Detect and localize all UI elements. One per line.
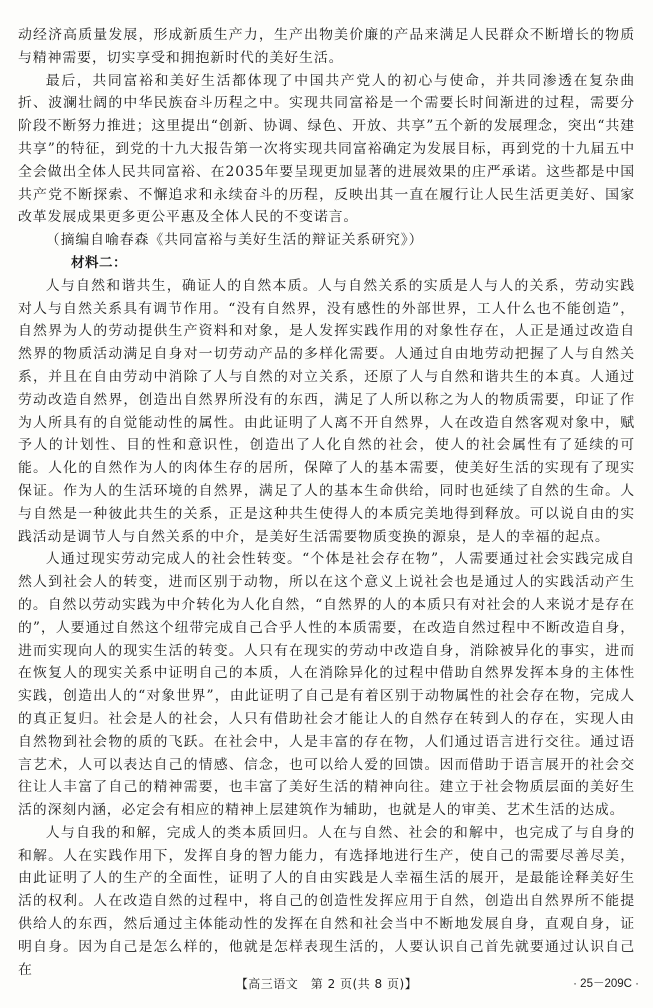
footer-page-info: 【高三语文 第 2 页(共 8 页)】 bbox=[235, 977, 418, 991]
paragraph-common-prosperity: 最后，共同富裕和美好生活都体现了中国共产党人的初心与使命，并共同渗透在复杂曲折、波澜壮阔的中华民族奋斗历程之中。实现共同富裕是一个需要长时间渐进的过程，需要分阶段不断努力推进；这里提出“创新、协调、绿色、开放、共享”五个新的发展理念，突出“共建共享”的特征，到党的十九大报告第一次将实现共同富裕确定为发展目标，再到党的十九届五中全会做出全体人民共同富裕、在2035年要呈现更加显著的进展效果的庄严承诺。这些都是中国共产党不断探索、不懈追求和永续奋斗的历程，反映出其一直在履行让人民生活更美好、国家改革发展成果更多更公平惠及全体人民的不变诺言。 bbox=[18, 72, 635, 226]
page-content bbox=[18, 24, 635, 981]
footer-exam-code: · 25－209C · bbox=[573, 978, 639, 990]
paragraph-society: 人通过现实劳动完成人的社会性转变。“个体是社会存在物”，人需要通过社会实践完成自然人到社会人的转变，进而区别于动物，所以在这个意义上说社会也是通过人的实践活动产生的。自然以劳动实践为中介转化为人化自然，“自然界的人的本质只有对社会的人来说才是存在的”，人要通过自然这个纽带完成自己合乎人性的本质需要，在改造自然过程中不断改造自身，进而实现向人的现实生活的转变。人只有在现实的劳动中改造自身，消除被异化的事实，进而在恢复人的现实关系中证明自己的本质，人在消除异化的过程中借助自然界发挥本身的主体性实践，创造出人的“对象世界”，由此证明了自己是有着区别于动物属性的社会存在物，完成人的真正复归。社会是人的社会，人只有借助社会才能让人的自然存在转到人的存在，实现人由自然物到社会物的质的飞跃。在社会中，人是丰富的存在物，人们通过语言进行交往。通过语言艺术，人可以表达自己的情感、信念，也可以给人爱的回馈。因而借助于语言展开的社会交往让人丰富了自己的精神需要，也丰富了美好生活的精神向往。建立于社会物质层面的美好生活的深刻内涵，必定会有相应的精神上层建筑作为辅助，也就是人的审美、艺术生活的达成。 bbox=[18, 551, 635, 819]
source-citation: （摘编自喻春森《共同富裕与美好生活的辩证关系研究》） bbox=[45, 232, 424, 249]
material-two-heading: 材料二： bbox=[71, 254, 127, 271]
paragraph-nature: 人与自然和谐共生，确证人的自然本质。人与自然关系的实质是人与人的关系，劳动实践对人与自然关系具有调节作用。“没有自然界，没有感性的外部世界，工人什么也不能创造”，自然界为人的劳动提供生产资料和对象，是人发挥实践作用的对象性存在，人正是通过改造自然界的物质活动满足自身对一切劳动产品的多样化需要。人通过自由地劳动把握了人与自然关系，并且在自由劳动中消除了人与自然的对立关系，还原了人与自然和谐共生的本真。人通过劳动改造自然界，创造出自然界所没有的东西，满足了人所以称之为人的物质需要，印证了作为人所具有的自觉能动性的属性。由此证明了人离不开自然界，人在改造自然客观对象中，赋予人的计划性、目的性和意识性，创造出了人化自然的社会，使人的社会属性有了延续的可能。人化的自然作为人的肉体生存的居所，保障了人的基本需要，使美好生活的实现有了现实保证。作为人的生活环境的自然界，满足了人的基本生命供给，同时也延续了自然的生命。人与自然是一种彼此共生的关系，正是这种共生使得人的本质完美地得到释放。可以说自由的实践活动是调节人与自然关系的中介，是美好生活需要物质变换的源泉，是人的幸福的起点。 bbox=[18, 277, 635, 545]
paragraph-self: 人与自我的和解，完成人的类本质回归。人在与自然、社会的和解中，也完成了与自身的和解。人在实践作用下，发挥自身的智力能力，有选择地进行生产，使自己的需要尽善尽美，由此证明了人的生产的全面性，证明了人的自由实践是人幸福生活的展开，是最能诠释美好生活的权利。人在改造自然的过程中，将自己的创造性发挥应用于自然，创造出自然界所不能提供给人的东西，然后通过主体能动性的发挥在自然和社会当中不断地发展自身，直观自身，证明自身。因为自己是怎么样的，他就是怎样表现生活的，人要认识自己首先就要通过认识自己在 bbox=[18, 824, 635, 978]
page-footer bbox=[0, 972, 653, 996]
paragraph-continued: 动经济高质量发展，形成新质生产力，生产出物美价廉的产品来满足人民群众不断增长的物质与精神需要，切实享受和拥抱新时代的美好生活。 bbox=[18, 27, 635, 66]
